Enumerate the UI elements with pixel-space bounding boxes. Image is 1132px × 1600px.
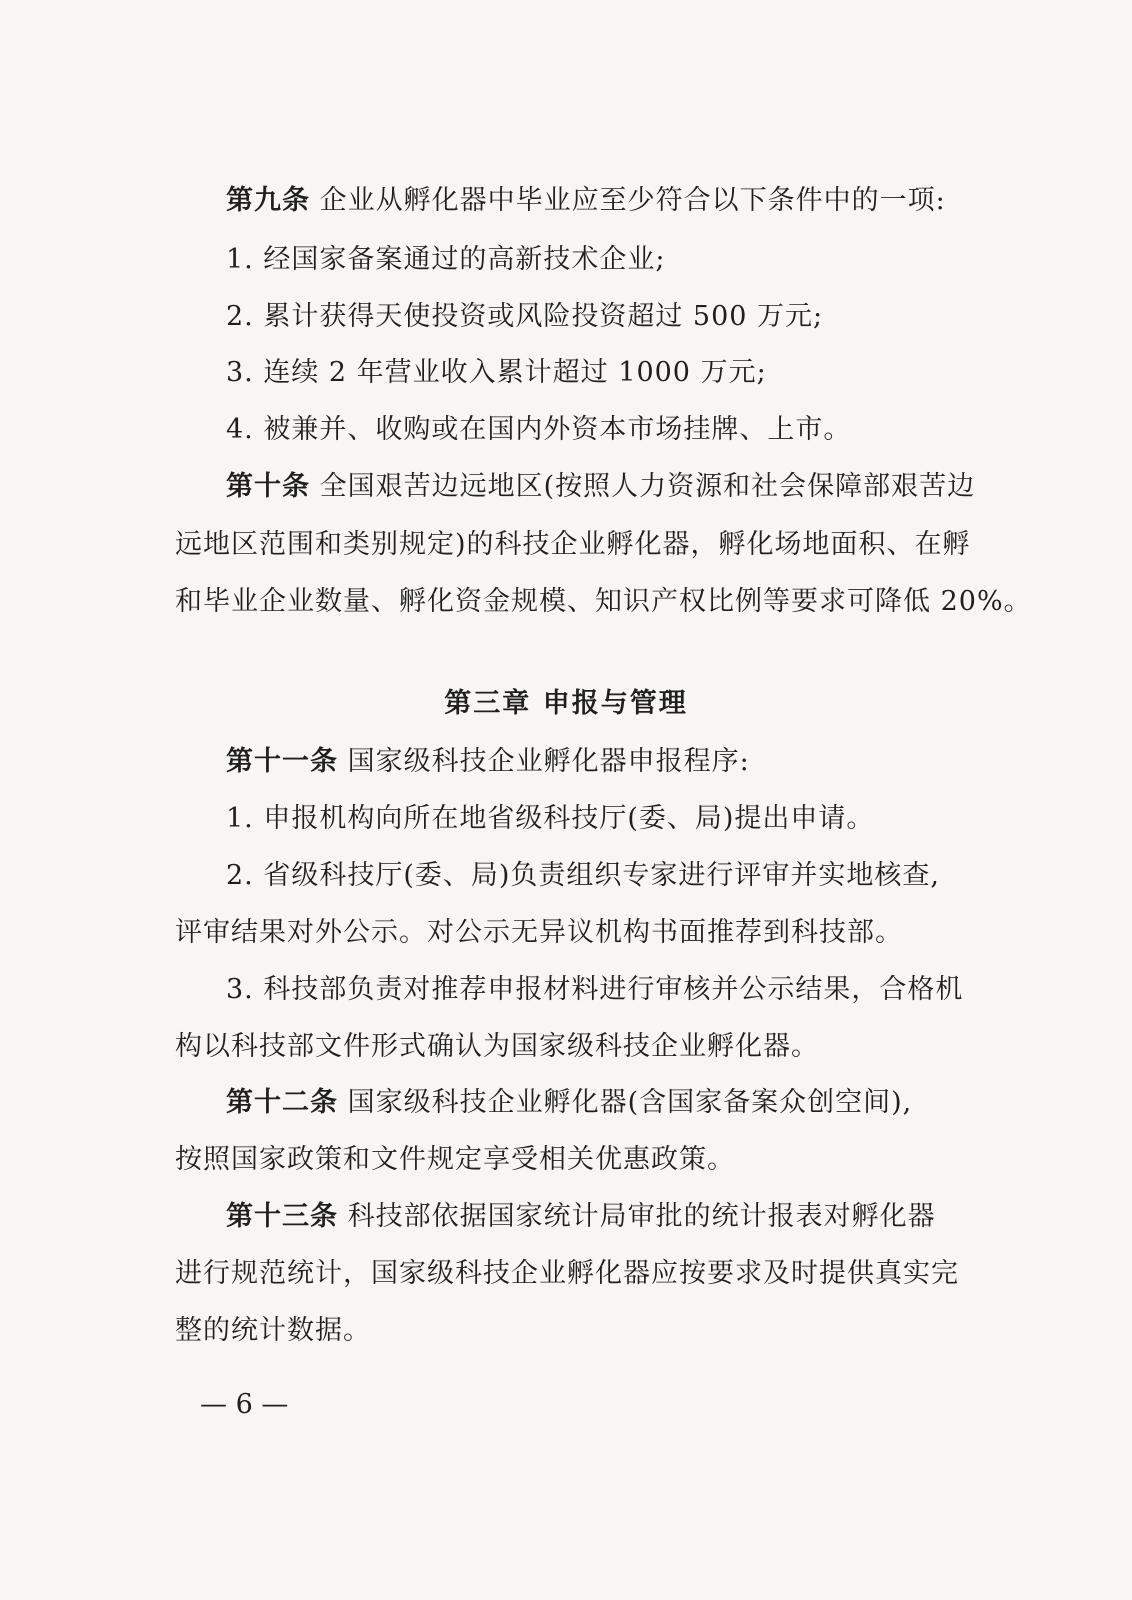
article-11-line-1 [226,745,750,779]
article-11-item-2-cont: 评审结果对外公示。对公示无异议机构书面推荐到科技部。 [175,917,903,948]
article-9-item-1: 1. 经国家备案通过的高新技术企业; [226,244,666,275]
article-13-text-1: 科技部依据国家统计局审批的统计报表对孵化器 [347,1201,936,1232]
article-11-item-1: 1. 申报机构向所在地省级科技厅(委、局)提出申请。 [226,803,875,834]
article-10-title: 第十条 [226,471,310,502]
article-11-item-2: 2. 省级科技厅(委、局)负责组织专家进行评审并实地核查, [226,860,940,891]
article-11-title: 第十一条 [226,746,338,777]
article-9-item-2: 2. 累计获得天使投资或风险投资超过 500 万元; [226,301,824,332]
article-11-item-3: 3. 科技部负责对推荐申报材料进行审核并公示结果，合格机 [226,974,964,1005]
page-number: — 6 — [200,1389,289,1420]
article-13-line-2: 进行规范统计，国家级科技企业孵化器应按要求及时提供真实完 [175,1258,959,1289]
article-13-line-1 [226,1200,936,1234]
chapter-heading: 第三章 申报与管理 [444,688,688,719]
article-13-line-3: 整的统计数据。 [175,1315,371,1346]
article-10-line-3: 和毕业企业数量、孵化资金规模、知识产权比例等要求可降低 20%。 [175,586,1032,617]
article-10-text-1: 全国艰苦边远地区(按照人力资源和社会保障部艰苦边 [319,471,976,502]
article-9-item-4: 4. 被兼并、收购或在国内外资本市场挂牌、上市。 [226,414,852,445]
article-10-line-2: 远地区范围和类别规定)的科技企业孵化器，孵化场地面积、在孵 [175,529,971,560]
article-9-line-1 [226,184,946,218]
article-11-text: 国家级科技企业孵化器申报程序: [347,746,750,777]
article-12-title: 第十二条 [226,1087,338,1118]
article-13-title: 第十三条 [226,1201,338,1232]
article-12-text-1: 国家级科技企业孵化器(含国家备案众创空间), [347,1087,913,1118]
article-11-item-3-cont: 构以科技部文件形式确认为国家级科技企业孵化器。 [175,1031,819,1062]
article-9-text: 企业从孵化器中毕业应至少符合以下条件中的一项: [319,185,946,216]
article-9-item-3: 3. 连续 2 年营业收入累计超过 1000 万元; [226,357,767,388]
article-10-line-1 [226,470,975,504]
article-9-title: 第九条 [226,185,310,216]
article-12-line-1 [226,1086,912,1120]
article-12-line-2: 按照国家政策和文件规定享受相关优惠政策。 [175,1144,735,1175]
